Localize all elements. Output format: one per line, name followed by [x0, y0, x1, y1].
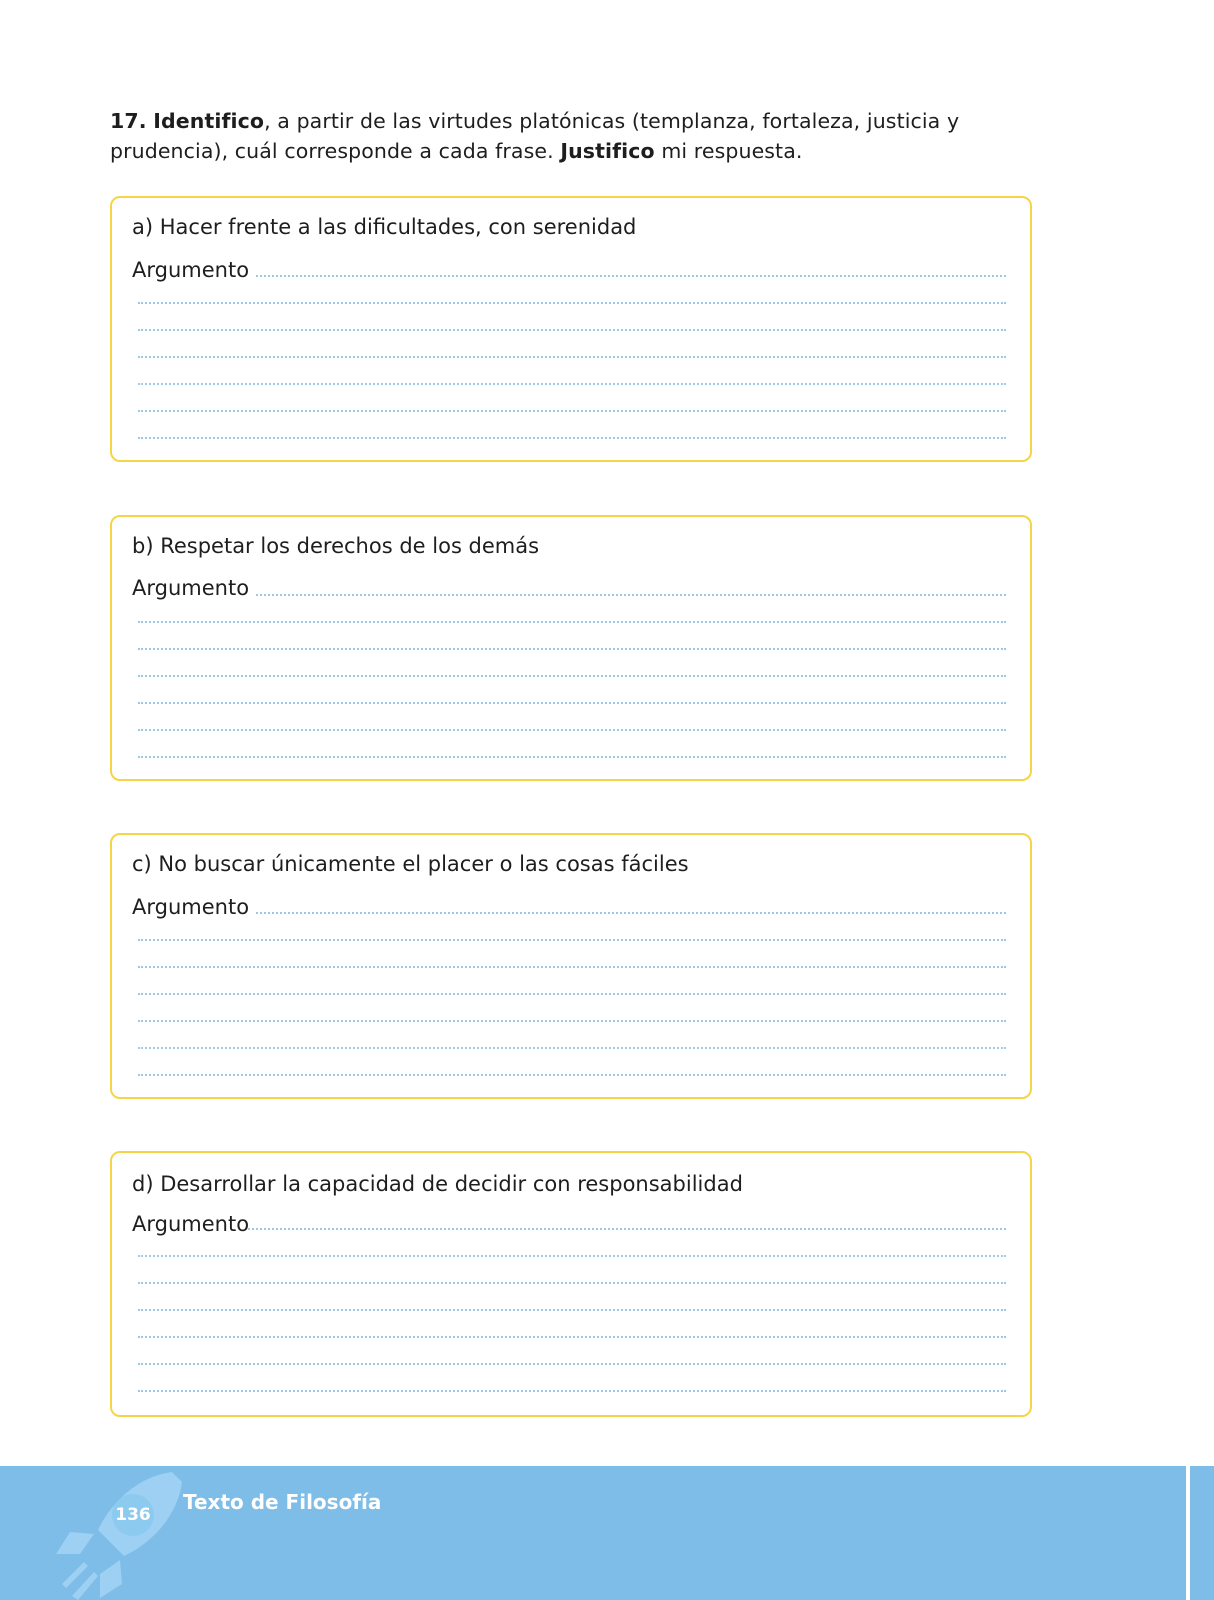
answer-line[interactable]	[138, 1363, 1006, 1365]
answer-line[interactable]	[138, 966, 1006, 968]
verb-justifico: Justifico	[560, 139, 655, 163]
answer-line[interactable]	[138, 1309, 1006, 1311]
footer-divider	[1186, 1466, 1190, 1600]
answer-line[interactable]	[138, 729, 1006, 731]
answer-line[interactable]	[138, 621, 1006, 623]
answer-line[interactable]	[138, 675, 1006, 677]
page-number: 136	[112, 1494, 154, 1536]
answer-box-c	[110, 833, 1032, 1099]
box-title: a) Hacer frente a las dificultades, con serenidad	[132, 215, 637, 239]
verb-identifico: Identifico	[153, 109, 265, 133]
answer-line[interactable]	[138, 410, 1006, 412]
instruction-body: , a partir de las virtudes platónicas (templanza, fortaleza, justicia y prudencia), cuál corresponde a cada frase.	[110, 109, 960, 163]
answer-line[interactable]	[138, 302, 1006, 304]
argument-label: Argumento	[132, 576, 250, 600]
answer-box-d	[110, 1151, 1032, 1417]
answer-line[interactable]	[138, 1390, 1006, 1392]
answer-line[interactable]	[256, 594, 1006, 596]
item-number: 17.	[110, 109, 147, 133]
answer-line[interactable]	[138, 939, 1006, 941]
box-title: c) No buscar únicamente el placer o las cosas fáciles	[132, 852, 689, 876]
answer-line[interactable]	[138, 1282, 1006, 1284]
box-title: b) Respetar los derechos de los demás	[132, 534, 540, 558]
answer-line[interactable]	[138, 1074, 1006, 1076]
answer-line[interactable]	[138, 702, 1006, 704]
argument-label: Argumento	[132, 895, 250, 919]
answer-line[interactable]	[138, 383, 1006, 385]
answer-line[interactable]	[138, 329, 1006, 331]
answer-line[interactable]	[138, 993, 1006, 995]
answer-line[interactable]	[138, 1336, 1006, 1338]
box-title: d) Desarrollar la capacidad de decidir con responsabilidad	[132, 1172, 743, 1196]
instruction-text	[110, 106, 1070, 166]
rocket-icon	[50, 1466, 190, 1600]
answer-line[interactable]	[138, 1255, 1006, 1257]
answer-line[interactable]	[256, 912, 1006, 914]
argument-label: Argumento	[132, 1212, 250, 1236]
argument-label: Argumento	[132, 258, 250, 282]
answer-line[interactable]	[138, 648, 1006, 650]
book-title: Texto de Filosofía	[183, 1490, 382, 1514]
answer-line[interactable]	[138, 1047, 1006, 1049]
answer-line[interactable]	[248, 1228, 1006, 1230]
answer-line[interactable]	[138, 756, 1006, 758]
answer-box-b	[110, 515, 1032, 781]
answer-line[interactable]	[256, 275, 1006, 277]
answer-line[interactable]	[138, 356, 1006, 358]
answer-line[interactable]	[138, 437, 1006, 439]
answer-box-a	[110, 196, 1032, 462]
answer-line[interactable]	[138, 1020, 1006, 1022]
instruction-tail: mi respuesta.	[661, 139, 803, 163]
